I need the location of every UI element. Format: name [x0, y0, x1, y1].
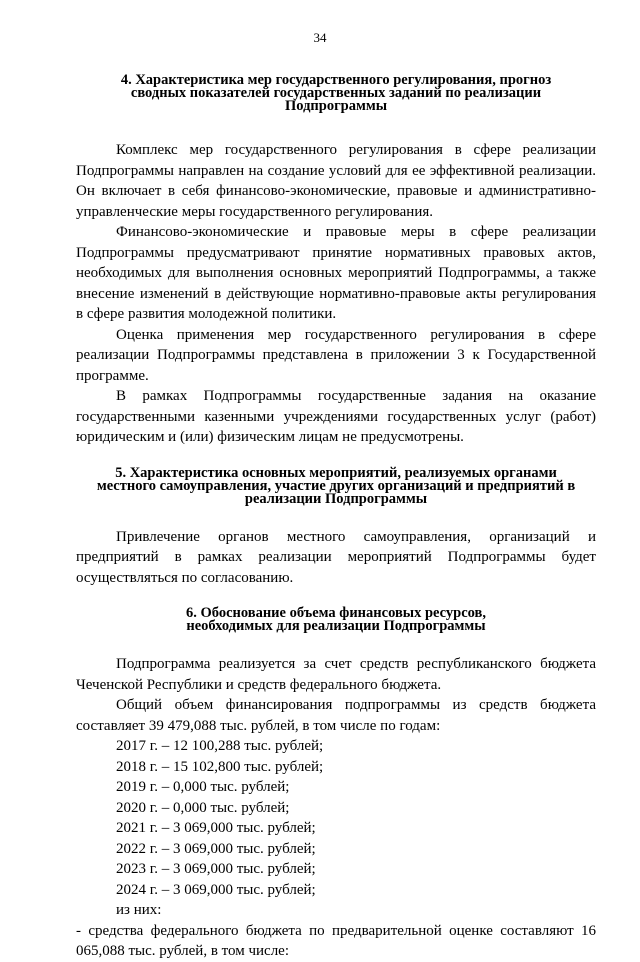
section-5-paragraph-1: Привлечение органов местного самоуправления, организаций и предприятий в рамках реализации мероприятий Подпрограммы будет осуществляться по согласованию.	[76, 528, 596, 586]
section-4-paragraph-3: Оценка применения мер государственного регулирования в сфере реализации Подпрограммы представлена в приложении 3 к Государственной программе.	[76, 326, 596, 384]
section-6-paragraph-1: Подпрограмма реализуется за счет средств республиканского бюджета Чеченской Республики и средств федерального бюджета.	[76, 656, 596, 693]
funding-year-2020: 2020 г. – 0,000 тыс. рублей;	[116, 799, 290, 816]
funding-year-2022: 2022 г. – 3 069,000 тыс. рублей;	[116, 840, 316, 857]
funding-year-2021: 2021 г. – 3 069,000 тыс. рублей;	[116, 820, 316, 836]
section-6-paragraph-2: Общий объем финансирования подпрограммы из средств бюджета составляет 39 479,088 тыс. рублей, в том числе по годам:	[76, 697, 596, 734]
section-4-paragraph-2: Финансово-экономические и правовые меры в сфере реализации Подпрограммы предусматривают принятие нормативных правовых актов, необходимых для выполнения основных мероприятий Подпрограммы, а также внесение изменений в действующие нормативно-правовые акты регулирования в сфере развития молодежной политики.	[76, 224, 596, 322]
funding-year-2018: 2018 г. – 15 102,800 тыс. рублей;	[116, 758, 324, 775]
funding-year-2024: 2024 г. – 3 069,000 тыс. рублей;	[116, 881, 316, 898]
of-them-label: из них:	[116, 902, 162, 918]
funding-year-2023: 2023 г. – 3 069,000 тыс. рублей;	[116, 861, 316, 877]
section-6-heading: 6. Обоснование объема финансовых ресурсов, необходимых для реализации Подпрограммы	[185, 605, 486, 634]
section-4-paragraph-4: В рамках Подпрограммы государственные задания на оказание государственными казенными учреждениями государственных услуг (работ) юридическим и (или) физическим лицам не предусмотрены.	[76, 388, 596, 445]
page-number: 34	[313, 30, 327, 45]
funding-year-2017: 2017 г. – 12 100,288 тыс. рублей;	[116, 738, 324, 754]
section-5-heading: 5. Характеристика основных мероприятий, реализуемых органами местного самоуправления, участие других организаций и предприятий в реализации Подпрограммы	[96, 464, 576, 507]
federal-budget-note: - средства федерального бюджета по предварительной оценке составляют 16 065,088 тыс. рублей, в том числе:	[76, 922, 596, 959]
section-4-heading: 4. Характеристика мер государственного регулирования, прогноз сводных показателей государственных заданий по реализации Подпрограммы	[120, 72, 552, 114]
funding-year-2019: 2019 г. – 0,000 тыс. рублей;	[116, 779, 290, 795]
document-body	[76, 74, 596, 962]
section-4-paragraph-1: Комплекс мер государственного регулирования в сфере реализации Подпрограммы направлен на создание условий для ее эффективной реализации. Он включает в себя финансово-экономические, правовые и административно-управленческие меры государственного регулирования.	[76, 142, 596, 220]
